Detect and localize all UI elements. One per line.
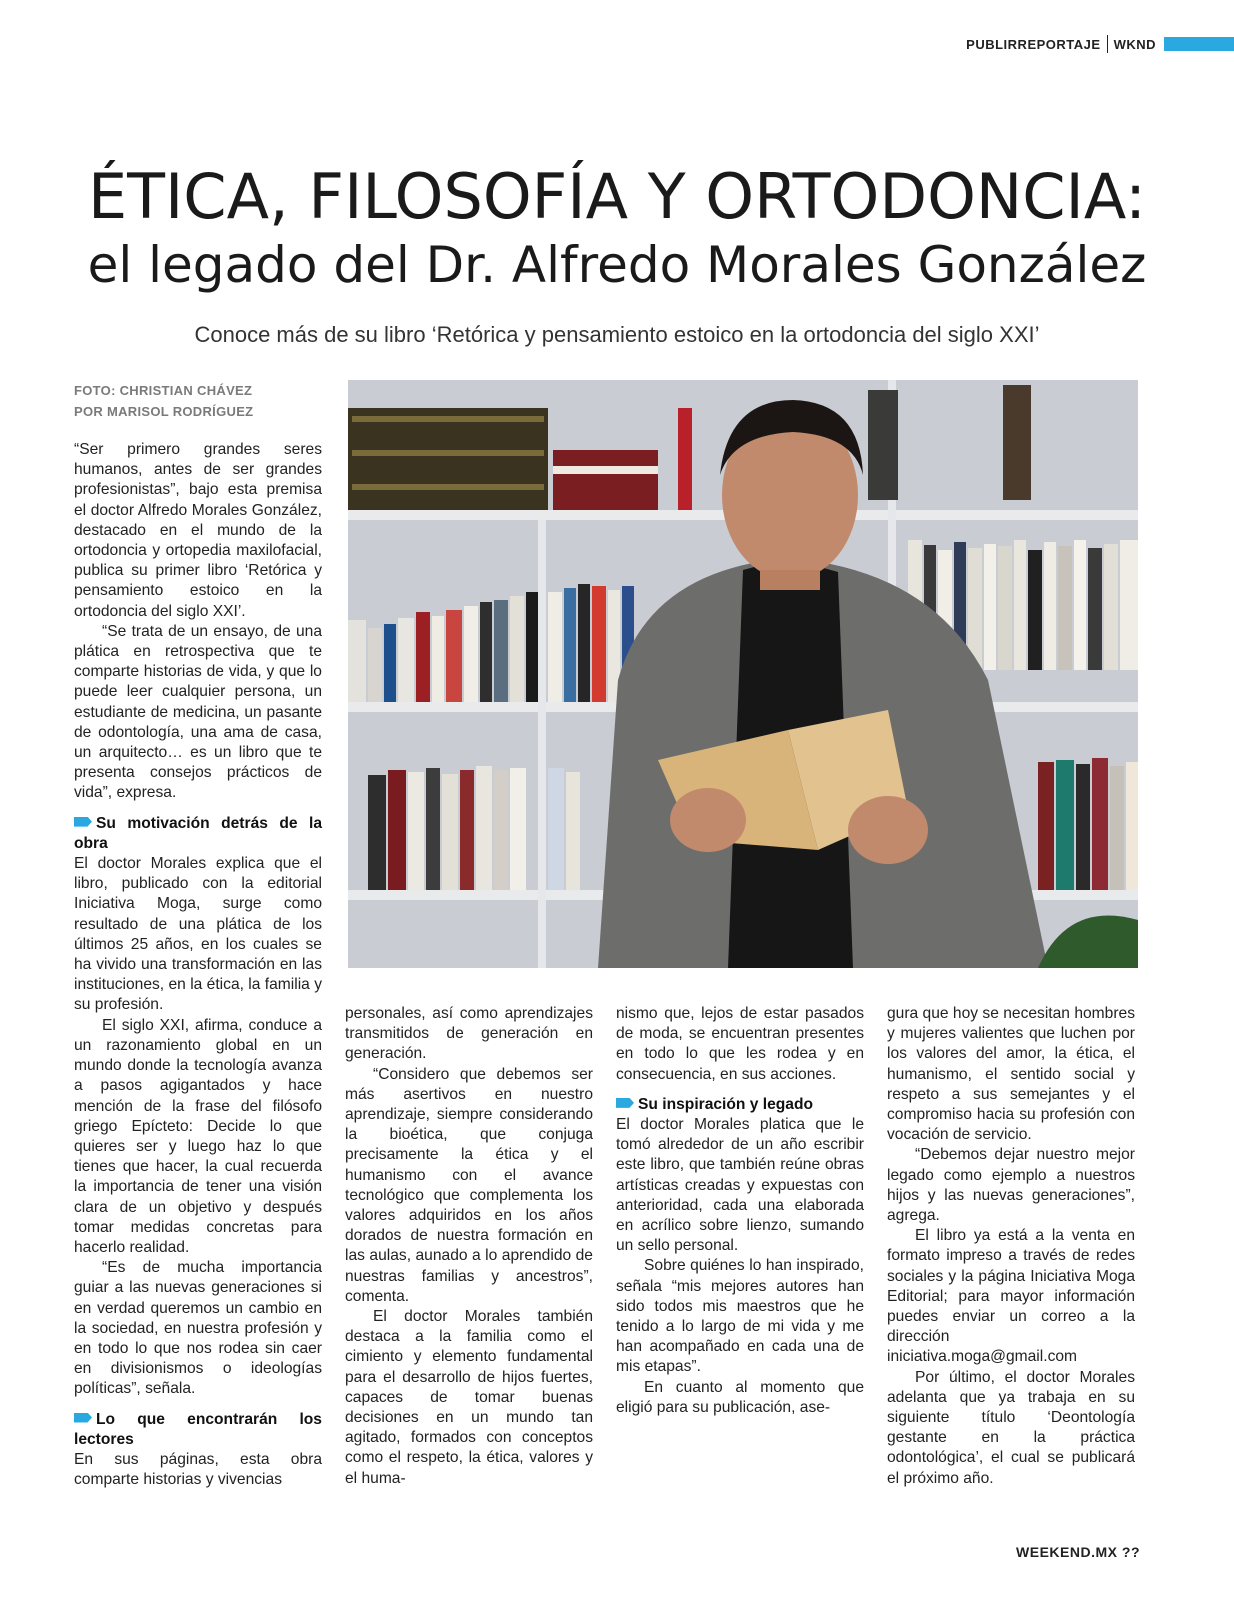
page-footer bbox=[1016, 1544, 1140, 1560]
section-header bbox=[966, 34, 1234, 54]
paragraph: “Ser primero grandes seres humanos, antes de ser grandes profesionistas”, bajo esta premisa el doctor Alfredo Morales González, destacado en el mundo de la ortodoncia y ortopedia maxilofacial, publica su primer libro ‘Retórica y pensamiento estoico en la ortodoncia del siglo XXI’. bbox=[74, 441, 322, 620]
paragraph: El doctor Morales explica que el libro, publicado con la editorial Iniciativa Moga, surge como resultado de una plática de los últimos 25 años, en los cuales se ha vivido una transformación en las instituciones, en la ética, la familia y su profesión. bbox=[74, 855, 322, 1014]
headline: ÉTICA, FILOSOFÍA Y ORTODONCIA: bbox=[87, 160, 1147, 233]
paragraph: “Considero que debemos ser más asertivos en nuestro aprendizaje, siempre considerando la bioética, que conjuga precisamente la ética y el humanismo con el avance tecnológico que complementa los valores adquiridos en los años dorados de nuestra formación en las aulas, aunado a lo aprendido de nuestras familias y ancestros”, comenta. bbox=[345, 1065, 593, 1305]
paragraph: En sus páginas, esta obra comparte historias y vivencias bbox=[74, 1450, 322, 1489]
portrait-photo-icon bbox=[348, 380, 1138, 968]
headline-secondary: el legado del Dr. Alfredo Morales González bbox=[87, 236, 1147, 294]
paragraph: El doctor Morales también destaca a la familia como el cimiento y elemento fundamental para el desarrollo de hijos fuertes, capaces de tomar buenas decisiones en un mundo tan agitado, formados con conceptos como el respeto, la ética, valores y el huma- bbox=[345, 1308, 593, 1487]
arrow-icon bbox=[74, 817, 92, 827]
paragraph: nismo que, lejos de estar pasados de moda, se encuentran presentes en todo lo que les rodea y en consecuencia, en sus acciones. bbox=[616, 1005, 864, 1083]
paragraph: personales, así como aprendizajes transmitidos de generación en generación. bbox=[345, 1005, 593, 1063]
brand-label: WKND bbox=[1113, 36, 1156, 52]
paragraph: gura que hoy se necesitan hombres y mujeres valientes que luchen por los valores del amor, la ética, el humanismo, el sentido social y respeto a sus semejantes y el compromiso hacia su profesión con vocación de servicio. bbox=[887, 1005, 1135, 1144]
credits bbox=[74, 380, 253, 422]
article-column-1 bbox=[74, 440, 322, 1490]
article-column-3 bbox=[616, 1004, 864, 1418]
accent-bar bbox=[1164, 37, 1234, 51]
subhead bbox=[74, 814, 322, 854]
header-divider bbox=[1107, 35, 1108, 53]
paragraph: El siglo XXI, afirma, conduce a un razonamiento global en un mundo donde la tecnología avanza a pasos agigantados y hace mención de la frase del filósofo griego Epícteto: Decide lo que quieres ser y luego haz lo que tienes que hacer, la cual recuerda la importancia de tener una visión clara de un objetivo y después tomar medidas concretas para hacerlo realidad. bbox=[74, 1016, 322, 1256]
paragraph: “Se trata de un ensayo, de una plática en retrospectiva que te comparte historias de vida, y que lo puede leer cualquier persona, un estudiante de medicina, un pasante de odontología, una ama de casa, un arquitecto… es un libro que te presenta consejos prácticos de vida”, expresa. bbox=[74, 622, 322, 802]
paragraph: El doctor Morales platica que le tomó alrededor de un año escribir este libro, que también reúne obras artísticas creadas y expuestas con anterioridad, cada una elaborada en acrílico sobre lienzo, sumando un sello personal. bbox=[616, 1116, 864, 1255]
section-label: PUBLIRREPORTAJE bbox=[966, 36, 1101, 52]
photo-credit: FOTO: CHRISTIAN CHÁVEZ bbox=[74, 383, 253, 398]
subhead-text: Su motivación detrás de la obra bbox=[74, 814, 322, 852]
subhead bbox=[616, 1095, 864, 1115]
subhead bbox=[74, 1410, 322, 1450]
paragraph: “Es de mucha importancia guiar a las nuevas generaciones si en verdad queremos un cambio en la sociedad, en nuestra profesión y en todo lo que nos rodea sin caer en divisionismos o ideologías políticas”, señala. bbox=[74, 1259, 322, 1398]
paragraph: El libro ya está a la venta en formato impreso a través de redes sociales y la página Iniciativa Moga Editorial; para mayor información puedes enviar un correo a la dirección iniciativa.moga@gmail.com bbox=[887, 1227, 1135, 1366]
arrow-icon bbox=[74, 1413, 92, 1423]
paragraph: En cuanto al momento que eligió para su publicación, ase- bbox=[616, 1378, 864, 1416]
author-byline: POR MARISOL RODRÍGUEZ bbox=[74, 404, 254, 419]
paragraph: “Debemos dejar nuestro mejor legado como ejemplo a nuestros hijos y las nuevas generaciones”, agrega. bbox=[887, 1146, 1135, 1225]
subhead-text: Su inspiración y legado bbox=[638, 1095, 814, 1113]
site-name: WEEKEND.MX bbox=[1016, 1544, 1118, 1560]
arrow-icon bbox=[616, 1098, 634, 1108]
portrait-photo bbox=[348, 380, 1138, 968]
subhead-text: Lo que encontrarán los lectores bbox=[74, 1410, 322, 1448]
paragraph: Por último, el doctor Morales adelanta que ya trabaja en su siguiente título ‘Deontología gestante en la práctica odontológica’, el cual se publicará el próximo año. bbox=[887, 1368, 1135, 1487]
article-column-4 bbox=[887, 1004, 1135, 1489]
page-number: ?? bbox=[1121, 1544, 1140, 1560]
deck-subtitle: Conoce más de su libro ‘Retórica y pensamiento estoico en la ortodoncia del siglo XXI’ bbox=[194, 322, 1040, 347]
paragraph: Sobre quiénes lo han inspirado, señala “mis mejores autores han sido todos mis maestros que he tenido a lo largo de mi vida y me han acompañado en cada una de mis etapas”. bbox=[616, 1257, 864, 1376]
article-column-2 bbox=[345, 1004, 593, 1489]
